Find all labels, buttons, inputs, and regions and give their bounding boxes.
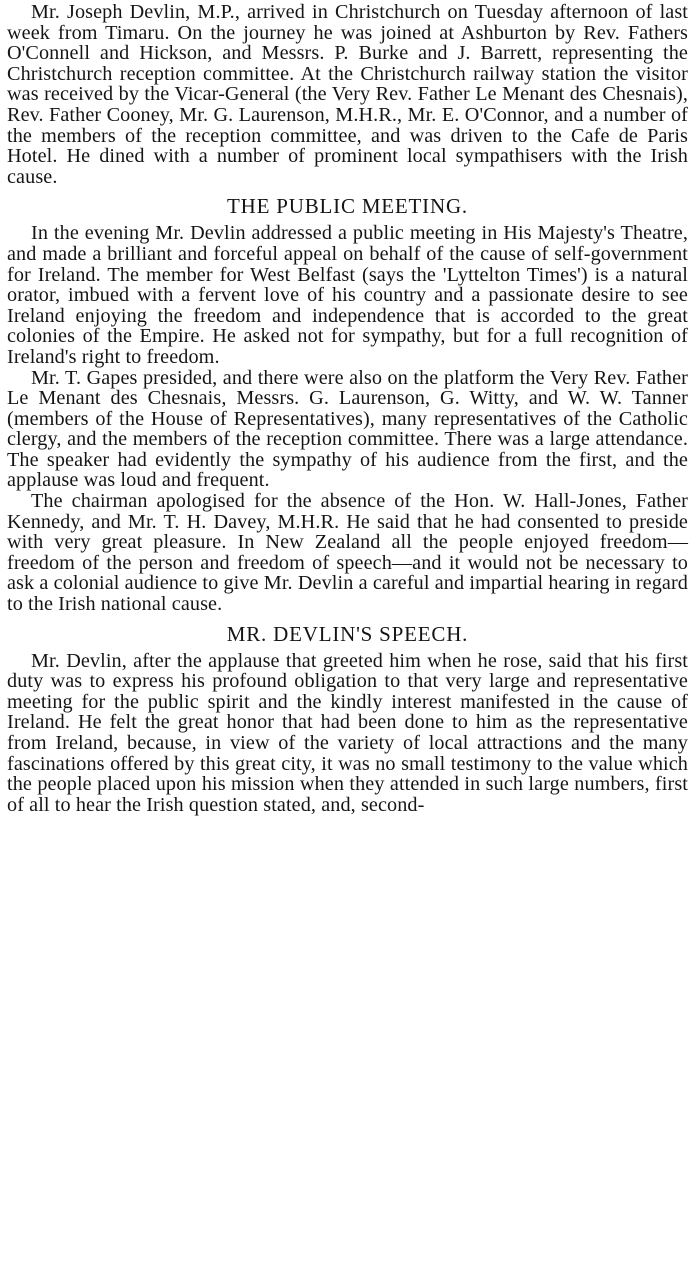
speech-heading: MR. DEVLIN'S SPEECH. [226, 621, 469, 646]
chairman-paragraph: The chairman apologised for the absence of the Hon. W. Hall-Jones, Father Kennedy, and Mr. T. H. Davey, M.H.R. He said that he had consented to preside with very great pleasure. In New Zealand all the people enjoyed freedom—freedom of the person and freedom of speech—and it would not be necessary to ask a colonial audience to give Mr. Devlin a careful and impartial hearing in regard to the Irish national cause. [7, 490, 688, 616]
public-meeting-heading: THE PUBLIC MEETING. [227, 194, 468, 219]
platform-paragraph: Mr. T. Gapes presided, and there were also on the platform the Very Rev. Father Le Menant des Chesnais, Messrs. G. Laurenson, G. Witty, and W. W. Tanner (members of the House of Representatives), many representatives of the Catholic clergy, and the members of the reception committee. There was a large attendance. The speaker had evidently the sympathy of his audience from the first, and the applause was loud and frequent. [7, 366, 688, 492]
evening-address-paragraph: In the evening Mr. Devlin addressed a public meeting in His Majesty's Theatre, and made a brilliant and forceful appeal on behalf of the cause of self-government for Ireland. The member for West Belfast (says the 'Lyttelton Times') is a natural orator, imbued with a fervent love of his country and a passionate desire to see Ireland enjoying the freedom and independence that is accorded to the great colonies of the Empire. He asked not for sympathy, but for a full recognition of Ireland's right to freedom. [7, 222, 688, 368]
arrival-paragraph: Mr. Joseph Devlin, M.P., arrived in Christchurch on Tuesday afternoon of last week from Timaru. On the journey he was joined at Ashburton by Rev. Fathers O'Connell and Hickson, and Messrs. P. Burke and J. Barrett, representing the Christchurch reception committee. At the Christchurch railway station the visitor was received by the Vicar-General (the Very Rev. Father Le Menant des Chesnais), Rev. Father Cooney, Mr. G. Laurenson, M.H.R., Mr. E. O'Connor, and a number of the members of the reception committee, and was driven to the Cafe de Paris Hotel. He dined with a number of prominent local sympathisers with the Irish cause. [7, 1, 688, 188]
speech-paragraph: Mr. Devlin, after the applause that greeted him when he rose, said that his first duty was to express his profound obligation to that very large and representative meeting for the public spirit and the kindly interest manifested in the cause of Ireland. He felt the great honor that had been done to him as the representative from Ireland, because, in view of the variety of local attractions and the many fascinations offered by this great city, it was no small testimony to the value which the people placed upon his mission when they attended in such large numbers, first of all to hear the Irish question stated, and, second- [7, 649, 688, 816]
